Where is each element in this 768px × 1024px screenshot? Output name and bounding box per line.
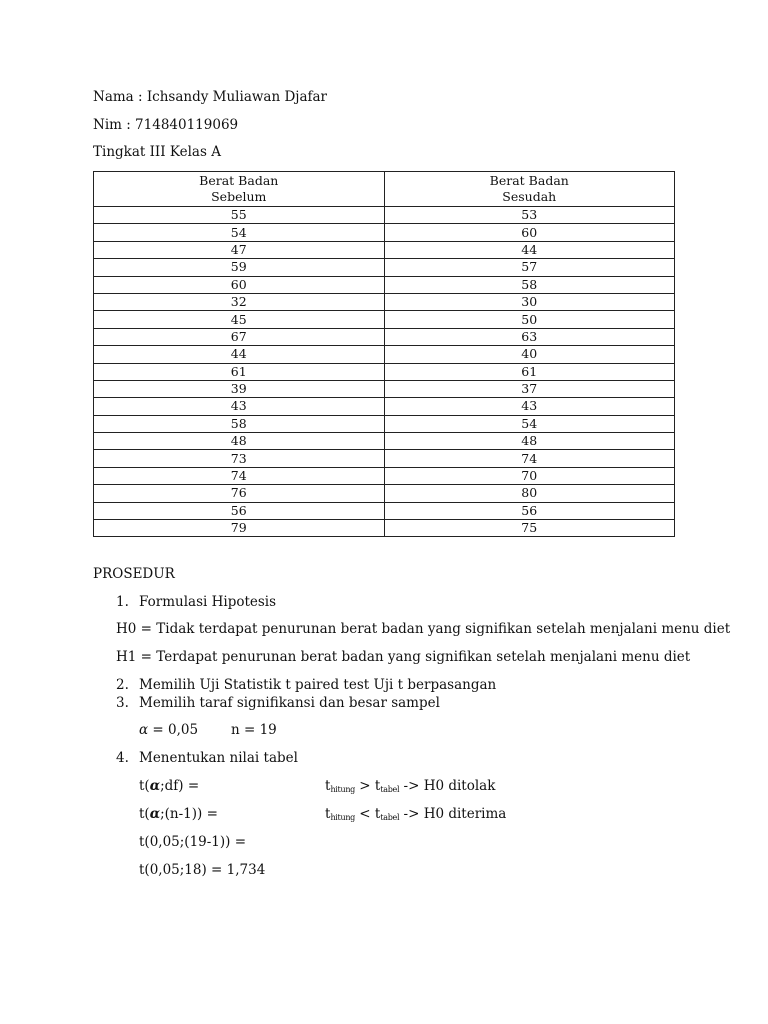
step3-number: 3. (116, 695, 129, 711)
table-row (94, 276, 675, 293)
table-row (94, 241, 675, 258)
rule1-op: > t (355, 778, 381, 794)
table-row (94, 311, 675, 328)
table-row (94, 520, 675, 537)
formula2-alpha: α (149, 806, 161, 822)
formula2-post: ;(n-1)) = (160, 806, 218, 822)
cell-after: 54 (384, 415, 675, 432)
table-row (94, 450, 675, 467)
step4-number: 4. (116, 750, 129, 766)
table-row (94, 224, 675, 241)
cell-before: 39 (94, 380, 385, 397)
table-row (94, 328, 675, 345)
hypothesis-h0: H0 = Tidak terdapat penurunan berat badan yang signifikan setelah menjalani menu diet (116, 621, 731, 637)
step2-text: Memilih Uji Statistik t paired test Uji t berpasangan (139, 677, 497, 693)
cell-before: 76 (94, 485, 385, 502)
cell-after: 58 (384, 276, 675, 293)
cell-after: 80 (384, 485, 675, 502)
cell-before: 67 (94, 328, 385, 345)
cell-before: 47 (94, 241, 385, 258)
table-row (94, 380, 675, 397)
table-row (94, 346, 675, 363)
cell-after: 37 (384, 380, 675, 397)
formula1-post: ;df) = (160, 778, 200, 794)
header-after-line1: Berat Badan (489, 173, 569, 188)
rule1-sub-hitung: hitung (330, 785, 355, 794)
formula2-pre: t( (139, 806, 150, 822)
cell-after: 50 (384, 311, 675, 328)
cell-after: 44 (384, 241, 675, 258)
cell-after: 74 (384, 450, 675, 467)
cell-after: 70 (384, 467, 675, 484)
cell-after: 30 (384, 293, 675, 310)
table-row (94, 502, 675, 519)
header-after (384, 172, 675, 207)
cell-after: 63 (384, 328, 675, 345)
header-after-line2: Sesudah (502, 189, 557, 204)
cell-before: 32 (94, 293, 385, 310)
alpha-number: = 0,05 (148, 722, 199, 738)
cell-after: 60 (384, 224, 675, 241)
cell-before: 44 (94, 346, 385, 363)
section-title-prosedur: PROSEDUR (93, 566, 175, 582)
formula1-alpha: α (149, 778, 161, 794)
table-row (94, 415, 675, 432)
formula1-pre: t( (139, 778, 150, 794)
formula-t-result: t(0,05;18) = 1,734 (139, 862, 266, 878)
step2-number: 2. (116, 677, 129, 693)
sample-size: n = 19 (231, 722, 277, 738)
cell-before: 58 (94, 415, 385, 432)
student-nim: Nim : 714840119069 (93, 117, 239, 133)
cell-before: 60 (94, 276, 385, 293)
header-before-line1: Berat Badan (199, 173, 279, 188)
cell-after: 48 (384, 433, 675, 450)
rule2-sub-hitung: hitung (330, 813, 355, 822)
rule2-result: -> H0 diterima (399, 806, 507, 822)
cell-after: 40 (384, 346, 675, 363)
table-row (94, 363, 675, 380)
alpha-value (139, 722, 198, 738)
step3-text: Memilih taraf signifikansi dan besar sampel (139, 695, 440, 711)
cell-after: 43 (384, 398, 675, 415)
cell-before: 79 (94, 520, 385, 537)
step1-number: 1. (116, 594, 129, 610)
rule2-sub-tabel: tabel (380, 813, 400, 822)
table-row (94, 259, 675, 276)
cell-before: 74 (94, 467, 385, 484)
formula-t-df (139, 778, 199, 794)
step4-text: Menentukan nilai tabel (139, 750, 298, 766)
rule1-t: t (325, 778, 331, 794)
cell-before: 48 (94, 433, 385, 450)
table-row (94, 485, 675, 502)
student-name: Nama : Ichsandy Muliawan Djafar (93, 89, 328, 105)
cell-before: 55 (94, 207, 385, 224)
cell-before: 45 (94, 311, 385, 328)
cell-before: 59 (94, 259, 385, 276)
header-before (94, 172, 385, 207)
rule2-t: t (325, 806, 331, 822)
rule1-result: -> H0 ditolak (399, 778, 496, 794)
cell-before: 56 (94, 502, 385, 519)
table-row (94, 433, 675, 450)
table-row (94, 398, 675, 415)
cell-before: 73 (94, 450, 385, 467)
header-before-line2: Sebelum (211, 189, 267, 204)
decision-rule-reject (325, 778, 495, 794)
cell-before: 61 (94, 363, 385, 380)
table-row (94, 467, 675, 484)
decision-rule-accept (325, 806, 506, 822)
rule2-op: < t (355, 806, 381, 822)
table-header-row (94, 172, 675, 207)
weight-table (93, 171, 675, 537)
cell-before: 54 (94, 224, 385, 241)
cell-after: 57 (384, 259, 675, 276)
step1-text: Formulasi Hipotesis (139, 594, 277, 610)
table-row (94, 293, 675, 310)
cell-before: 43 (94, 398, 385, 415)
cell-after: 75 (384, 520, 675, 537)
rule1-sub-tabel: tabel (380, 785, 400, 794)
formula-t-n1 (139, 806, 218, 822)
formula-t-numeric: t(0,05;(19-1)) = (139, 834, 247, 850)
cell-after: 61 (384, 363, 675, 380)
table-row (94, 207, 675, 224)
cell-after: 56 (384, 502, 675, 519)
alpha-symbol: α (139, 722, 149, 738)
hypothesis-h1: H1 = Terdapat penurunan berat badan yang signifikan setelah menjalani menu diet (116, 649, 691, 665)
cell-after: 53 (384, 207, 675, 224)
student-class: Tingkat III Kelas A (93, 144, 221, 160)
